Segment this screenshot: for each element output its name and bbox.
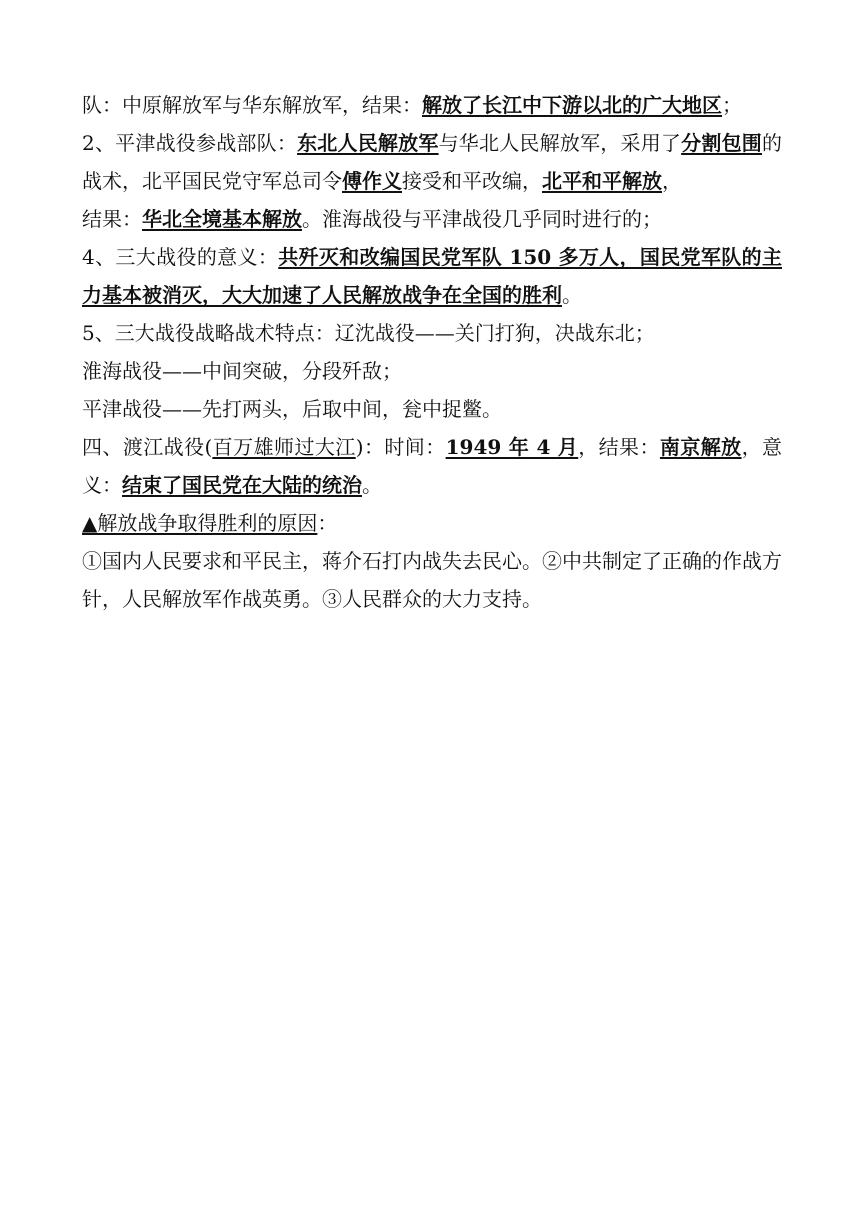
paragraph-tactics-pingjin (82, 390, 782, 428)
underlined-phrase: 百万雄师过大江 (212, 435, 356, 459)
section-heading-victory-reasons (82, 504, 782, 542)
text: 淮海战役——中间突破，分段歼敌； (82, 359, 402, 383)
paragraph-crossing-river (82, 428, 782, 504)
paragraph-victory-reasons (82, 542, 782, 618)
text: 。 (562, 283, 582, 307)
paragraph-tactics-huaihai (82, 352, 782, 390)
text: 平津战役——先打两头，后取中间，瓮中捉鳖。 (82, 397, 502, 421)
paragraph-significance (82, 238, 782, 314)
text: 四、渡江战役( (82, 435, 213, 459)
text: ，结果： (578, 435, 660, 459)
text: 结果： (82, 207, 142, 231)
text: 2、平津战役参战部队： (82, 131, 298, 155)
key-point: 傅作义 (342, 169, 402, 193)
key-point: 北平和平解放 (542, 169, 662, 193)
key-point: 华北全境基本解放 (142, 207, 302, 231)
key-point: 1949 年 4 月 (445, 435, 579, 459)
text: 。 (362, 473, 382, 497)
key-point: 共歼灭和改编国民党军队 150 多万人，国民党军队的主力基本被消灭，大大加速了人民解放战争在全国的胜利 (82, 245, 782, 307)
text: 。淮海战役与平津战役几乎同时进行的； (302, 207, 662, 231)
heading-text: ▲解放战争取得胜利的原因 (82, 511, 318, 535)
text: 的战术，北平国民党守军总司令 (82, 131, 783, 193)
key-point: 东北人民解放军 (297, 131, 439, 155)
document-body (82, 86, 782, 618)
text: 5、三大战役战略战术特点：辽沈战役——关门打狗，决战东北； (82, 321, 655, 345)
key-point: 分割包围 (681, 131, 763, 155)
paragraph-pingjin-campaign (82, 124, 782, 200)
key-point: 南京解放 (659, 435, 742, 459)
text: ，意义： (82, 435, 783, 497)
text: 接受和平改编， (402, 169, 542, 193)
text: ①国内人民要求和平民主，蒋介石打内战失去民心。②中共制定了正确的作战方针，人民解放军作战英勇。③人民群众的大力支持。 (82, 549, 782, 611)
text: 4、三大战役的意义： (82, 245, 279, 269)
text: 与华北人民解放军，采用了 (438, 131, 682, 155)
key-point: 结束了国民党在大陆的统治 (122, 473, 362, 497)
text: ： (317, 511, 338, 535)
text: ， (662, 169, 682, 193)
paragraph-huaihai-result (82, 86, 782, 124)
text: ； (722, 93, 742, 117)
text: )：时间： (355, 435, 446, 459)
key-point: 解放了长江中下游以北的广大地区 (422, 93, 722, 117)
paragraph-pingjin-result (82, 200, 782, 238)
paragraph-tactics-liaoshen (82, 314, 782, 352)
text: 队：中原解放军与华东解放军，结果： (82, 93, 422, 117)
